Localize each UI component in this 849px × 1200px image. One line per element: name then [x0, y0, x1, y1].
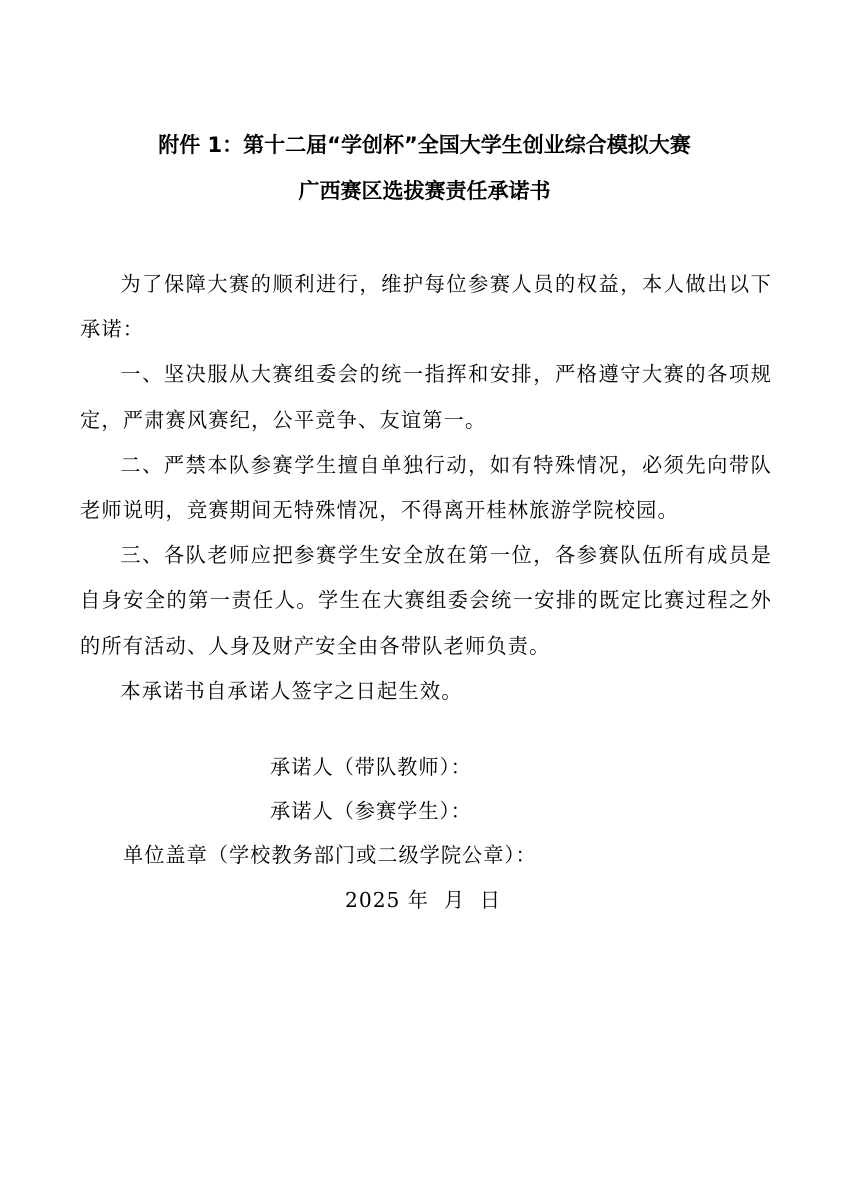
- document-body: [80, 262, 772, 714]
- signature-student: 承诺人（参赛学生）：: [270, 799, 472, 823]
- signature-seal: 单位盖章（学校教务部门或二级学院公章）：: [123, 843, 537, 867]
- signature-teacher: 承诺人（带队教师）：: [270, 755, 472, 779]
- signature-date: 2025 年 月 日: [345, 888, 502, 912]
- document-title-line1: 附件 1：第十二届“学创杯”全国大学生创业综合模拟大赛: [158, 133, 691, 157]
- paragraph-item-1: 一、坚决服从大赛组委会的统一指挥和安排，严格遵守大赛的各项规定，严肃赛风赛纪，公平竞争、友谊第一。: [80, 362, 772, 432]
- paragraph-effective: 本承诺书自承诺人签字之日起生效。: [120, 678, 463, 703]
- paragraph-item-3: 三、各队老师应把参赛学生安全放在第一位，各参赛队伍所有成员是自身安全的第一责任人。学生在大赛组委会统一安排的既定比赛过程之外的所有活动、人身及财产安全由各带队老师负责。: [80, 543, 772, 658]
- paragraph-intro: 为了保障大赛的顺利进行，维护每位参赛人员的权益，本人做出以下承诺：: [80, 272, 772, 342]
- paragraph-item-2: 二、严禁本队参赛学生擅自单独行动，如有特殊情况，必须先向带队老师说明，竞赛期间无特殊情况，不得离开桂林旅游学院校园。: [80, 452, 772, 523]
- document-title-line2: 广西赛区选拔赛责任承诺书: [298, 179, 551, 203]
